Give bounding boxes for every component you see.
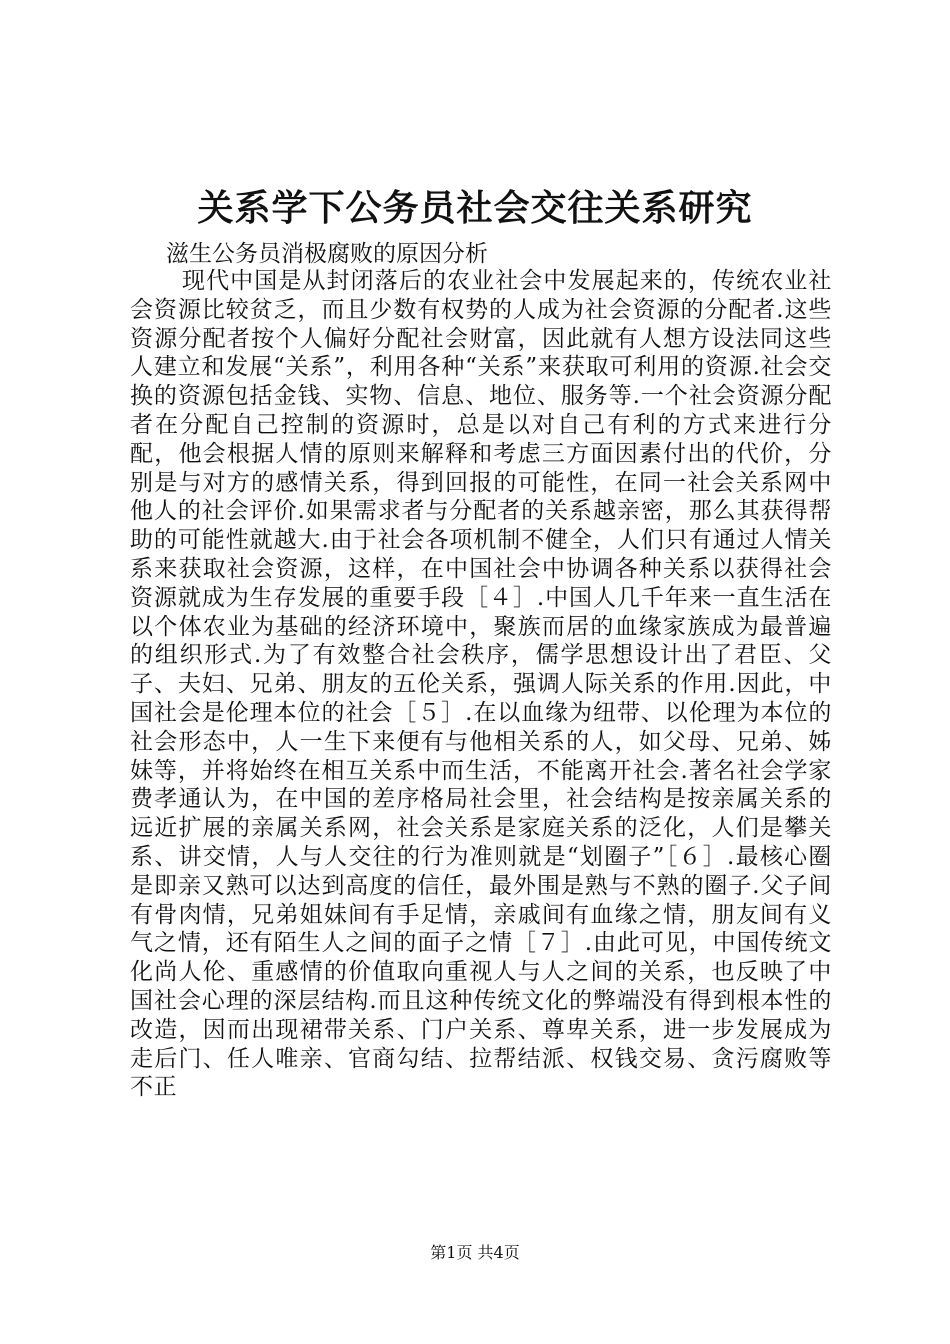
body-paragraph: 现代中国是从封闭落后的农业社会中发展起来的，传统农业社会资源比较贫乏，而且少数有权势的人成为社会资源的分配者.这些资源分配者按个人偏好分配社会财富，因此就有人想方设法同这些人建立和发展“关系”，利用各种“关系”来获取可利用的资源.社会交换的资源包括金钱、实物、信息、地位、服务等.一个社会资源分配者在分配自己控制的资源时，总是以对自己有利的方式来进行分配，他会根据人情的原则来解释和考虑三方面因素付出的代价，分别是与对方的感情关系，得到回报的可能性，在同一社会关系网中他人的社会评价.如果需求者与分配者的关系越亲密，那么其获得帮助的可能性就越大.由于社会各项机制不健全，人们只有通过人情关系来获取社会资源，这样，在中国社会中协调各种关系以获得社会资源就成为生存发展的重要手段［４］.中国人几千年来一直生活在以个体农业为基础的经济环境中，聚族而居的血缘家族成为最普遍的组织形式.为了有效整合社会秩序，儒学思想设计出了君臣、父子、夫妇、兄弟、朋友的五伦关系，强调人际关系的作用.因此，中国社会是伦理本位的社会［５］.在以血缘为纽带、以伦理为本位的社会形态中，人一生下来便有与他相关系的人，如父母、兄弟、姊妹等，并将始终在相互关系中而生活，不能离开社会.著名社会学家费孝通认为，在中国的差序格局社会里，社会结构是按亲属关系的远近扩展的亲属关系网，社会关系是家庭关系的泛化，人们是攀关系、讲交情，人与人交往的行为准则就是“划圈子”［６］.最核心圈是即亲又熟可以达到高度的信任，最外围是熟与不熟的圈子.父子间有骨肉情，兄弟姐妹间有手足情，亲戚间有血缘之情，朋友间有义气之情，还有陌生人之间的面子之情［７］.由此可见，中国传统文化尚人伦、重感情的价值取向重视人与人之间的关系，也反映了中国社会心理的深层结构.而且这种传统文化的弊端没有得到根本性的改造，因而出现裙带关系、门户关系、尊卑关系，进一步发展成为走后门、任人唯亲、官商勾结、拉帮结派、权钱交易、贪污腐败等不正 bbox=[130, 268, 832, 1101]
section-heading: 滋生公务员消极腐败的原因分析 bbox=[166, 241, 488, 267]
page-title: 关系学下公务员社会交往关系研究 bbox=[197, 188, 753, 229]
page-number-footer: 第1页 共4页 bbox=[430, 1243, 520, 1262]
